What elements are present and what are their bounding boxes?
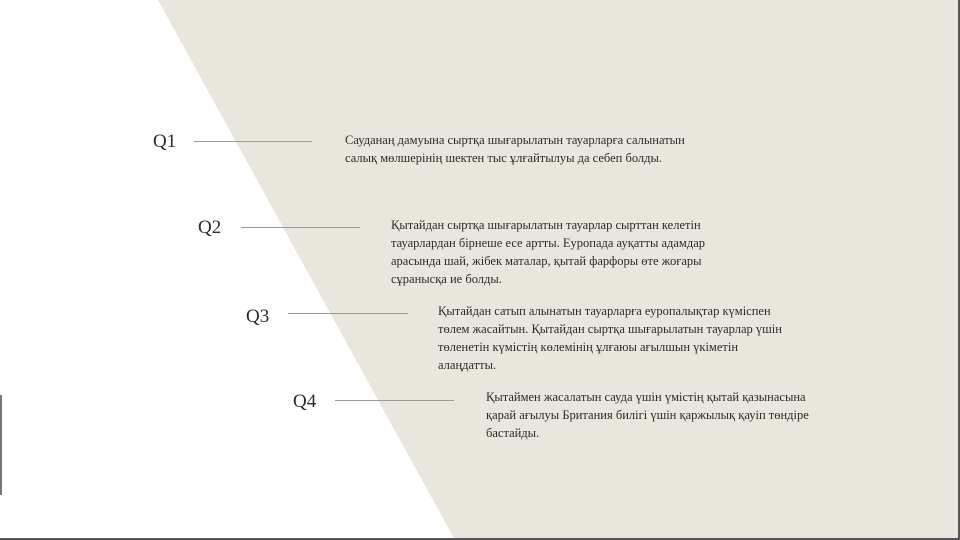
q3-connector-line xyxy=(288,313,408,314)
q4-label: Q4 xyxy=(293,391,317,412)
q2-label: Q2 xyxy=(198,217,222,238)
q3-text: Қытайдан сатып алынатын тауарларға еуропалықтар күміспен төлем жасайтын. Қытайдан сыртқа шығарылатын тауарлар үшін төленетін күмістің көлемінің ұлғаюы ағылшын үкіметін алаңдатты. xyxy=(438,304,782,372)
slide-border-left xyxy=(0,395,2,495)
q2-connector-line xyxy=(241,227,360,228)
q4-text: Қытаймен жасалатын сауда үшін үмістің қытай қазынасына қарай ағылуы Британия билігі үшін қаржылық қауіп төндіре бастайды. xyxy=(486,390,809,440)
q1-label: Q1 xyxy=(153,131,177,152)
q4-connector-line xyxy=(335,400,454,401)
q2-text: Қытайдан сыртқа шығарылатын тауарлар сырттан келетін тауарлардан бірнеше есе артты. Еуропада ауқатты адамдар арасында шай, жібек маталар, қытай фарфоры өте жоғары сұранысқа ие болды. xyxy=(391,218,705,286)
q3-label: Q3 xyxy=(246,306,270,327)
q1-text: Сауданаң дамуына сыртқа шығарылатын тауарларға салынатын салық мөлшерінің шектен тыс ұлғайтылуы да себеп болды. xyxy=(345,133,685,165)
q1-connector-line xyxy=(194,141,312,142)
